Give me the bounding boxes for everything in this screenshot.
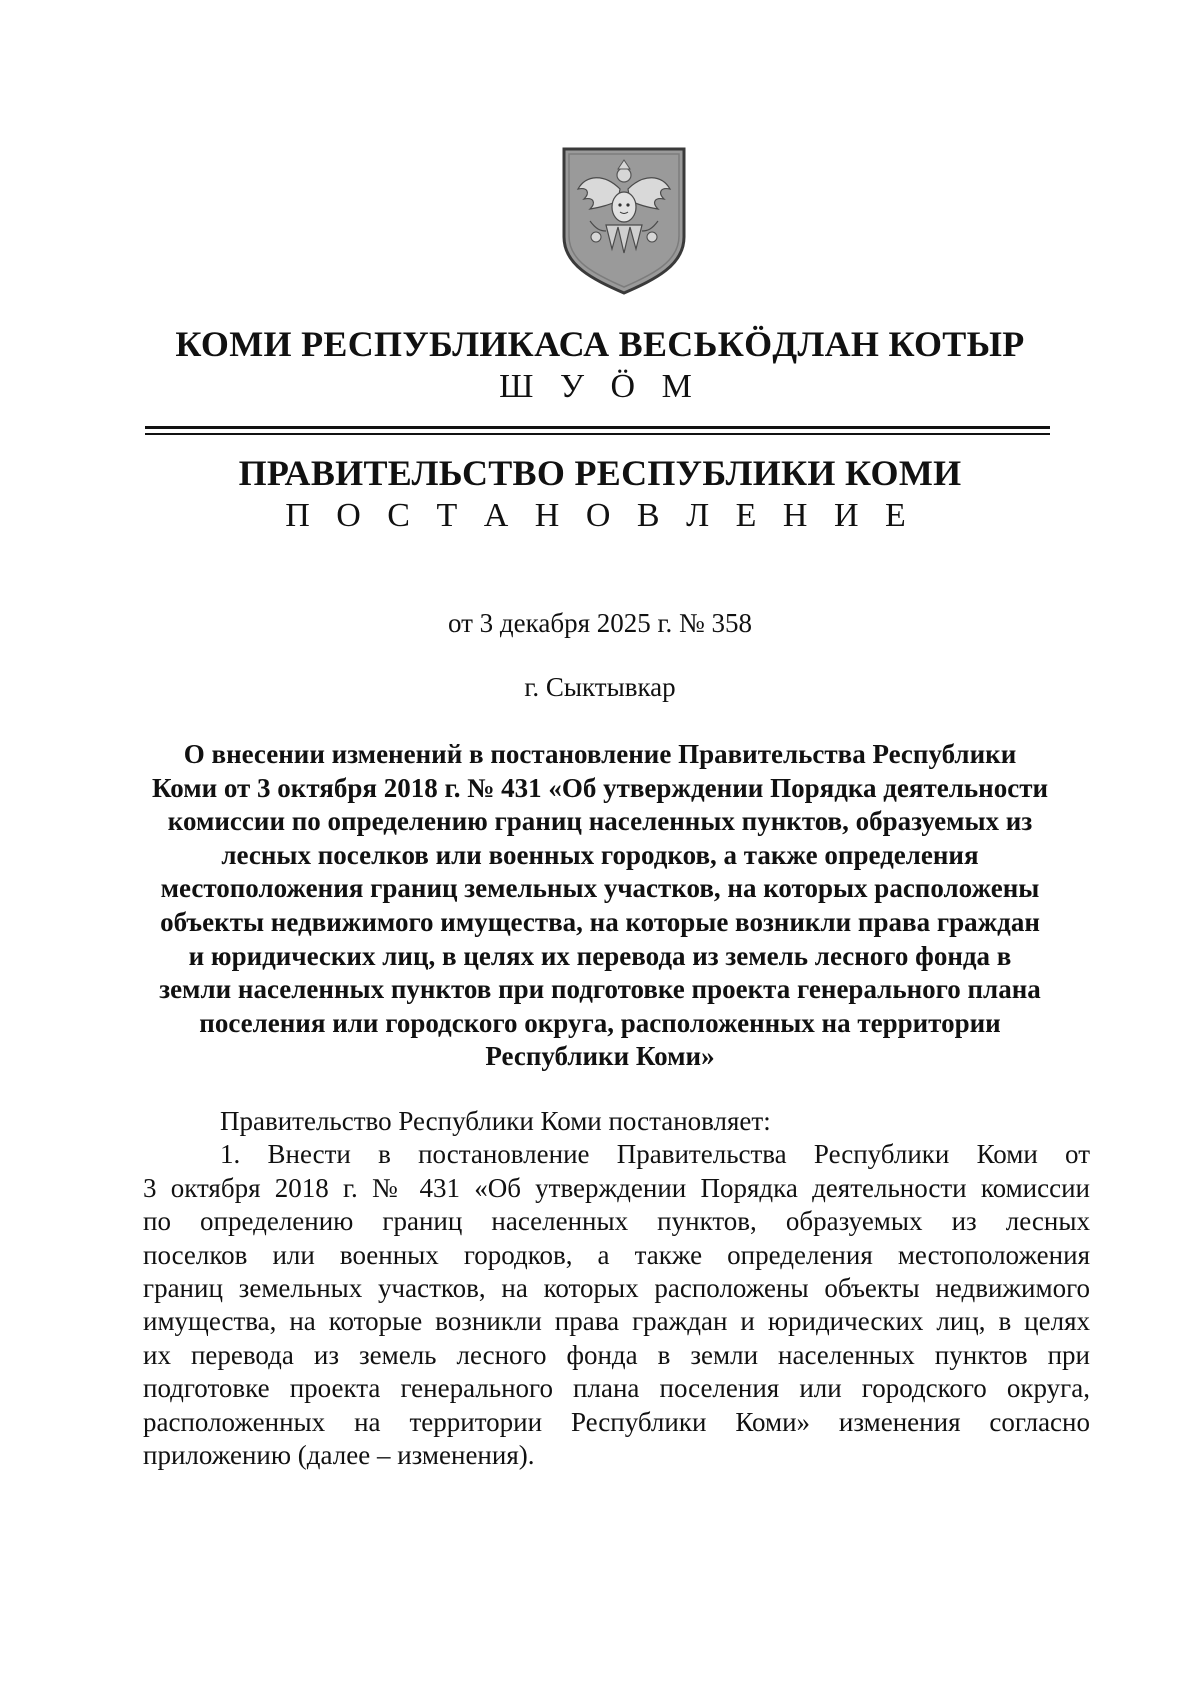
paragraph-line: приложению (далее – изменения). xyxy=(143,1440,535,1471)
document-city: г. Сыктывкар xyxy=(524,672,676,702)
paragraph-line: 3 октября 2018 г. № 431 «Об утверждении Порядка деятельности комиссии xyxy=(143,1172,1090,1203)
body-intro: Правительство Республики Коми постановляет: xyxy=(220,1106,771,1136)
header-divider-thick xyxy=(145,426,1050,429)
komi-document-type: Ш У Ӧ М xyxy=(499,368,701,405)
title-line: Коми от 3 октября 2018 г. № 431 «Об утверждении Порядка деятельности xyxy=(151,772,1049,803)
document-type: П О С Т А Н О В Л Е Н И Е xyxy=(285,497,915,534)
document-title xyxy=(140,738,1060,1074)
title-line: местоположения границ земельных участков, на которых расположены xyxy=(160,873,1040,904)
document-date-number: от 3 декабря 2025 г. № 358 xyxy=(447,608,753,638)
title-line: и юридических лиц, в целях их перевода из земель лесного фонда в xyxy=(188,940,1012,971)
title-line: поселения или городского округа, расположенных на территории xyxy=(199,1007,1001,1038)
document-body xyxy=(143,1105,1090,1472)
paragraph-line: подготовке проекта генерального плана поселения или городского округа, xyxy=(143,1373,1090,1404)
paragraph-line: поселков или военных городков, а также определения местоположения xyxy=(143,1239,1090,1270)
paragraph-line: их перевода из земель лесного фонда в земли населенных пунктов при xyxy=(143,1339,1090,1370)
paragraph-line: расположенных на территории Республики Коми» изменения согласно xyxy=(143,1406,1090,1437)
paragraph-line: по определению границ населенных пунктов, образуемых из лесных xyxy=(143,1206,1090,1237)
title-line: лесных поселков или военных городков, а также определения xyxy=(221,839,979,870)
government-title: ПРАВИТЕЛЬСТВО РЕСПУБЛИКИ КОМИ xyxy=(238,453,962,493)
title-line: Республики Коми» xyxy=(485,1041,715,1072)
title-line: комиссии по определению границ населенных пунктов, образуемых из xyxy=(167,806,1033,837)
header-divider-thin xyxy=(145,433,1050,435)
title-line: объекты недвижимого имущества, на которые возникли права граждан xyxy=(160,906,1040,937)
paragraph-line: границ земельных участков, на которых расположены объекты недвижимого xyxy=(143,1273,1090,1304)
komi-government-title: КОМИ РЕСПУБЛИКАСА ВЕСЬКӦДЛАН КОТЫР xyxy=(175,324,1025,364)
title-line: О внесении изменений в постановление Правительства Республики xyxy=(183,739,1017,769)
paragraph-line: имущества, на которые возникли права граждан и юридических лиц, в целях xyxy=(143,1306,1090,1337)
coat-of-arms-icon xyxy=(560,145,688,295)
title-line: земли населенных пунктов при подготовке проекта генерального плана xyxy=(159,974,1041,1005)
paragraph-line: 1. Внести в постановление Правительства Республики Коми от xyxy=(220,1139,1090,1170)
